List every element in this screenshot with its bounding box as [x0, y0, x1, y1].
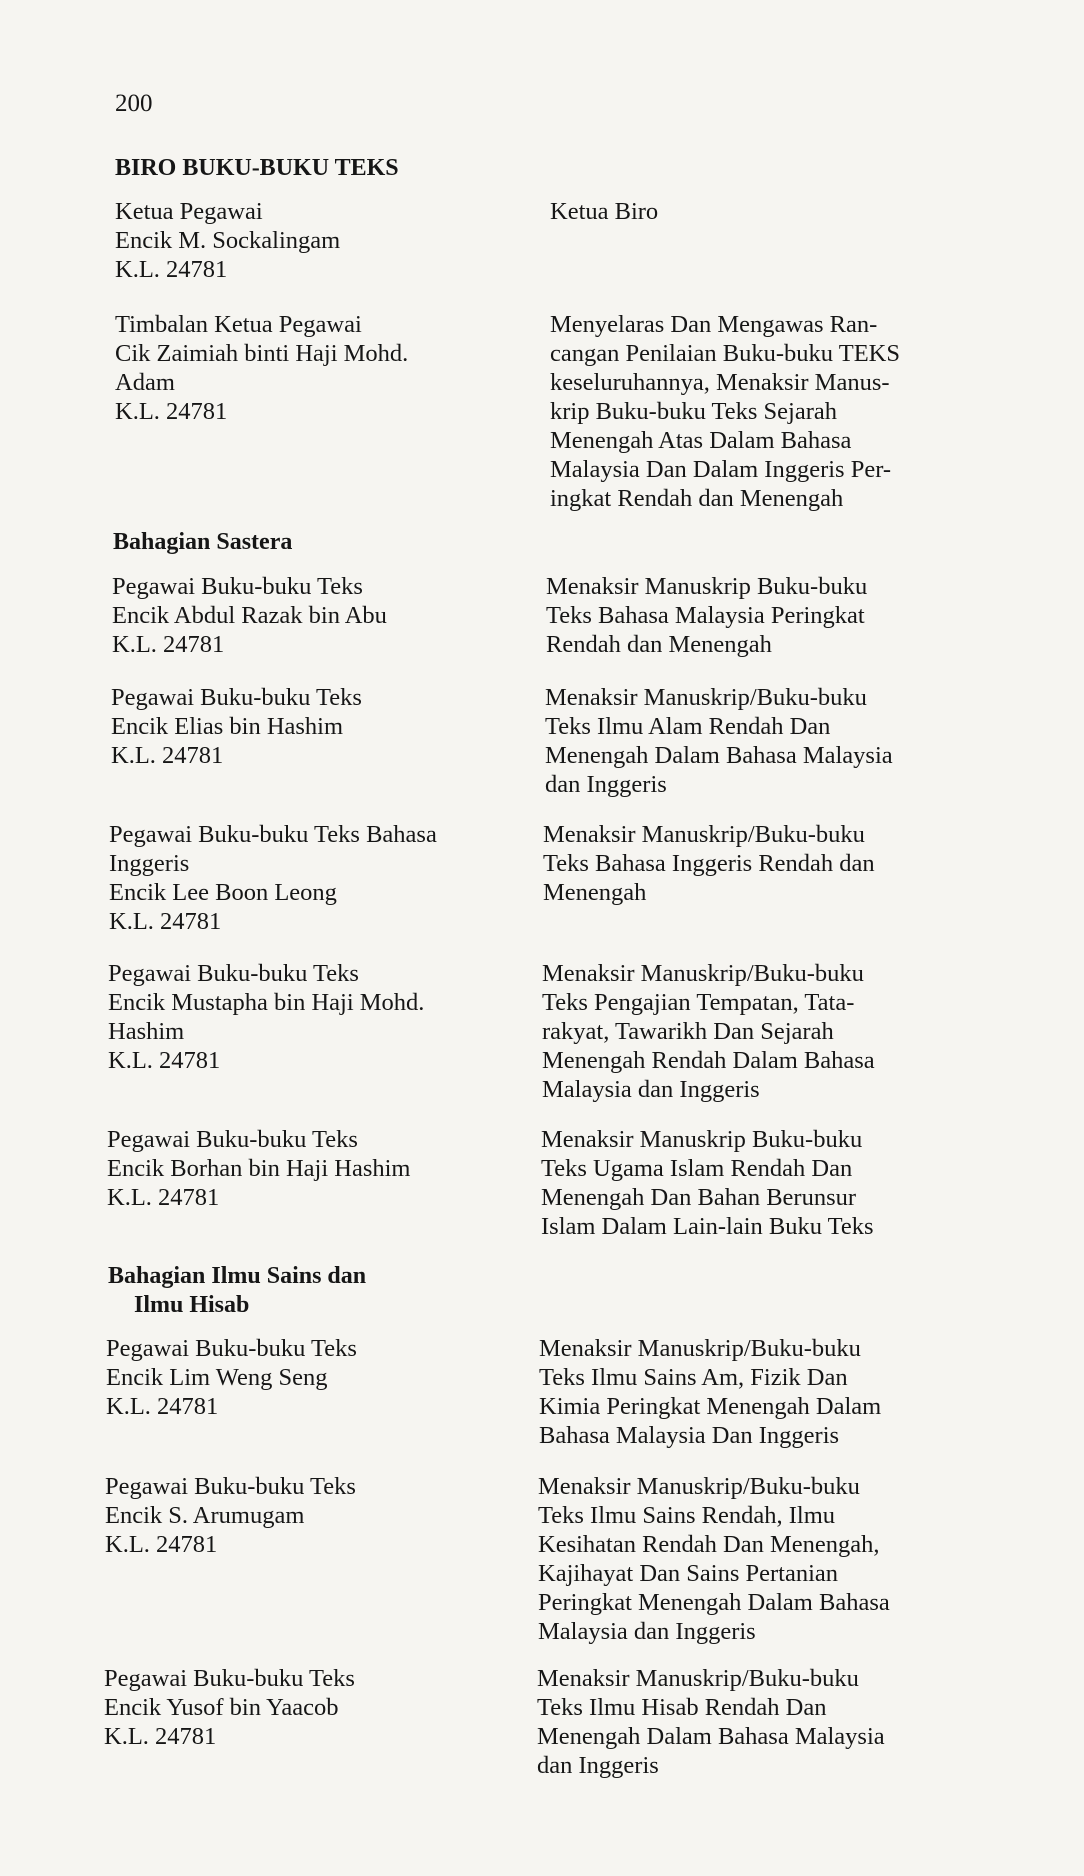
text-line: Menengah Atas Dalam Bahasa — [550, 427, 852, 454]
text-line: Bahasa Malaysia Dan Inggeris — [539, 1422, 840, 1449]
text-line: Menaksir Manuskrip/Buku-buku — [542, 960, 864, 987]
text-line: K.L. 24781 — [112, 631, 225, 658]
text-line: Kajihayat Dan Sains Pertanian — [538, 1560, 839, 1587]
sastera-entry-left — [108, 959, 528, 1075]
text-line: Encik Elias bin Hashim — [111, 713, 344, 740]
text-line: K.L. 24781 — [115, 256, 228, 283]
text-line: Pegawai Buku-buku Teks — [107, 1126, 358, 1153]
sains-entry-left — [105, 1472, 525, 1559]
sastera-entry-right — [546, 572, 988, 659]
text-line: keseluruhannya, Menaksir Manus- — [550, 369, 890, 396]
text-line: dan Inggeris — [537, 1752, 659, 1779]
text-line: Malaysia dan Inggeris — [538, 1618, 756, 1645]
text-line: K.L. 24781 — [115, 398, 228, 425]
text-line: Menaksir Manuskrip/Buku-buku — [538, 1473, 860, 1500]
sains-entry-right — [537, 1664, 979, 1780]
text-line: K.L. 24781 — [105, 1531, 218, 1558]
text-line: Teks Ugama Islam Rendah Dan — [541, 1155, 853, 1182]
text-line: Pegawai Buku-buku Teks — [105, 1473, 356, 1500]
sains-entry-right — [539, 1334, 981, 1450]
sastera-entry-right — [541, 1125, 983, 1241]
section-title: BIRO BUKU-BUKU TEKS — [115, 155, 399, 181]
text-line: Menaksir Manuskrip Buku-buku — [546, 573, 868, 600]
text-line: cangan Penilaian Buku-buku TEKS — [550, 340, 900, 367]
sastera-entry-left — [107, 1125, 527, 1212]
text-line: Adam — [115, 369, 175, 396]
text-line: Cik Zaimiah binti Haji Mohd. — [115, 340, 409, 367]
text-line: rakyat, Tawarikh Dan Sejarah — [542, 1018, 834, 1045]
text-line: Teks Ilmu Hisab Rendah Dan — [537, 1694, 827, 1721]
sastera-entry-left — [109, 820, 529, 936]
text-line: Pegawai Buku-buku Teks — [104, 1665, 355, 1692]
sains-entry-left — [106, 1334, 526, 1421]
text-line: Pegawai Buku-buku Teks — [111, 684, 362, 711]
text-line: Teks Ilmu Sains Rendah, Ilmu — [538, 1502, 836, 1529]
heading-line: Bahagian Ilmu Sains dan — [108, 1263, 367, 1289]
text-line: Pegawai Buku-buku Teks — [112, 573, 363, 600]
text-line: Encik Lim Weng Seng — [106, 1364, 328, 1391]
text-line: Teks Ilmu Alam Rendah Dan — [545, 713, 831, 740]
text-line: Teks Ilmu Sains Am, Fizik Dan — [539, 1364, 848, 1391]
text-line: Menengah Rendah Dalam Bahasa — [542, 1047, 875, 1074]
entry-right-top-1 — [550, 310, 992, 513]
page-number: 200 — [115, 90, 153, 117]
text-line: Malaysia Dan Dalam Inggeris Per- — [550, 456, 892, 483]
text-line: Peringkat Menengah Dalam Bahasa — [538, 1589, 890, 1616]
text-line: Menaksir Manuskrip Buku-buku — [541, 1126, 863, 1153]
text-line: Pegawai Buku-buku Teks — [108, 960, 359, 987]
text-line: Inggeris — [109, 850, 190, 877]
text-line: K.L. 24781 — [111, 742, 224, 769]
text-line: Menaksir Manuskrip/Buku-buku — [545, 684, 867, 711]
text-line: Menaksir Manuskrip/Buku-buku — [537, 1665, 859, 1692]
text-line: Rendah dan Menengah — [546, 631, 772, 658]
text-line: ingkat Rendah dan Menengah — [550, 485, 844, 512]
text-line: Ketua Biro — [550, 198, 659, 225]
sastera-entry-right — [545, 683, 987, 799]
text-line: Encik Abdul Razak bin Abu — [112, 602, 387, 629]
sastera-entry-left — [111, 683, 531, 770]
text-line: Menengah — [543, 879, 647, 906]
text-line: Hashim — [108, 1018, 185, 1045]
text-line: Encik Mustapha bin Haji Mohd. — [108, 989, 425, 1016]
text-line: Menaksir Manuskrip/Buku-buku — [539, 1335, 861, 1362]
sastera-heading — [113, 528, 292, 557]
text-line: K.L. 24781 — [108, 1047, 221, 1074]
text-line: Pegawai Buku-buku Teks Bahasa — [109, 821, 437, 848]
text-line: Ketua Pegawai — [115, 198, 263, 225]
text-line: Timbalan Ketua Pegawai — [115, 311, 362, 338]
text-line: Menengah Dalam Bahasa Malaysia — [545, 742, 893, 769]
text-line: Teks Pengajian Tempatan, Tata- — [542, 989, 855, 1016]
text-line: Teks Bahasa Malaysia Peringkat — [546, 602, 865, 629]
entry-right-top-0 — [550, 197, 992, 226]
heading-line: Ilmu Hisab — [134, 1292, 250, 1318]
heading-line: Bahagian Sastera — [113, 529, 293, 555]
text-line: K.L. 24781 — [109, 908, 222, 935]
entry-left-top-1 — [115, 310, 535, 426]
text-line: dan Inggeris — [545, 771, 667, 798]
text-line: Islam Dalam Lain-lain Buku Teks — [541, 1213, 874, 1240]
sains-entry-right — [538, 1472, 980, 1646]
text-line: Encik M. Sockalingam — [115, 227, 341, 254]
text-line: Pegawai Buku-buku Teks — [106, 1335, 357, 1362]
sastera-entry-right — [542, 959, 984, 1104]
entry-left-top-0 — [115, 197, 535, 284]
text-line: K.L. 24781 — [106, 1393, 219, 1420]
text-line: Kimia Peringkat Menengah Dalam — [539, 1393, 882, 1420]
sains-entry-left — [104, 1664, 524, 1751]
text-line: Teks Bahasa Inggeris Rendah dan — [543, 850, 875, 877]
text-line: Kesihatan Rendah Dan Menengah, — [538, 1531, 880, 1558]
text-line: Malaysia dan Inggeris — [542, 1076, 760, 1103]
text-line: krip Buku-buku Teks Sejarah — [550, 398, 838, 425]
sastera-entry-right — [543, 820, 985, 907]
sastera-entry-left — [112, 572, 532, 659]
text-line: Encik Yusof bin Yaacob — [104, 1694, 339, 1721]
sains-heading — [108, 1262, 366, 1320]
text-line: Menengah Dalam Bahasa Malaysia — [537, 1723, 885, 1750]
text-line: Encik Lee Boon Leong — [109, 879, 337, 906]
text-line: Menaksir Manuskrip/Buku-buku — [543, 821, 865, 848]
text-line: Encik Borhan bin Haji Hashim — [107, 1155, 411, 1182]
text-line: K.L. 24781 — [107, 1184, 220, 1211]
text-line: Encik S. Arumugam — [105, 1502, 305, 1529]
text-line: Menyelaras Dan Mengawas Ran- — [550, 311, 878, 338]
text-line: K.L. 24781 — [104, 1723, 217, 1750]
text-line: Menengah Dan Bahan Berunsur — [541, 1184, 857, 1211]
